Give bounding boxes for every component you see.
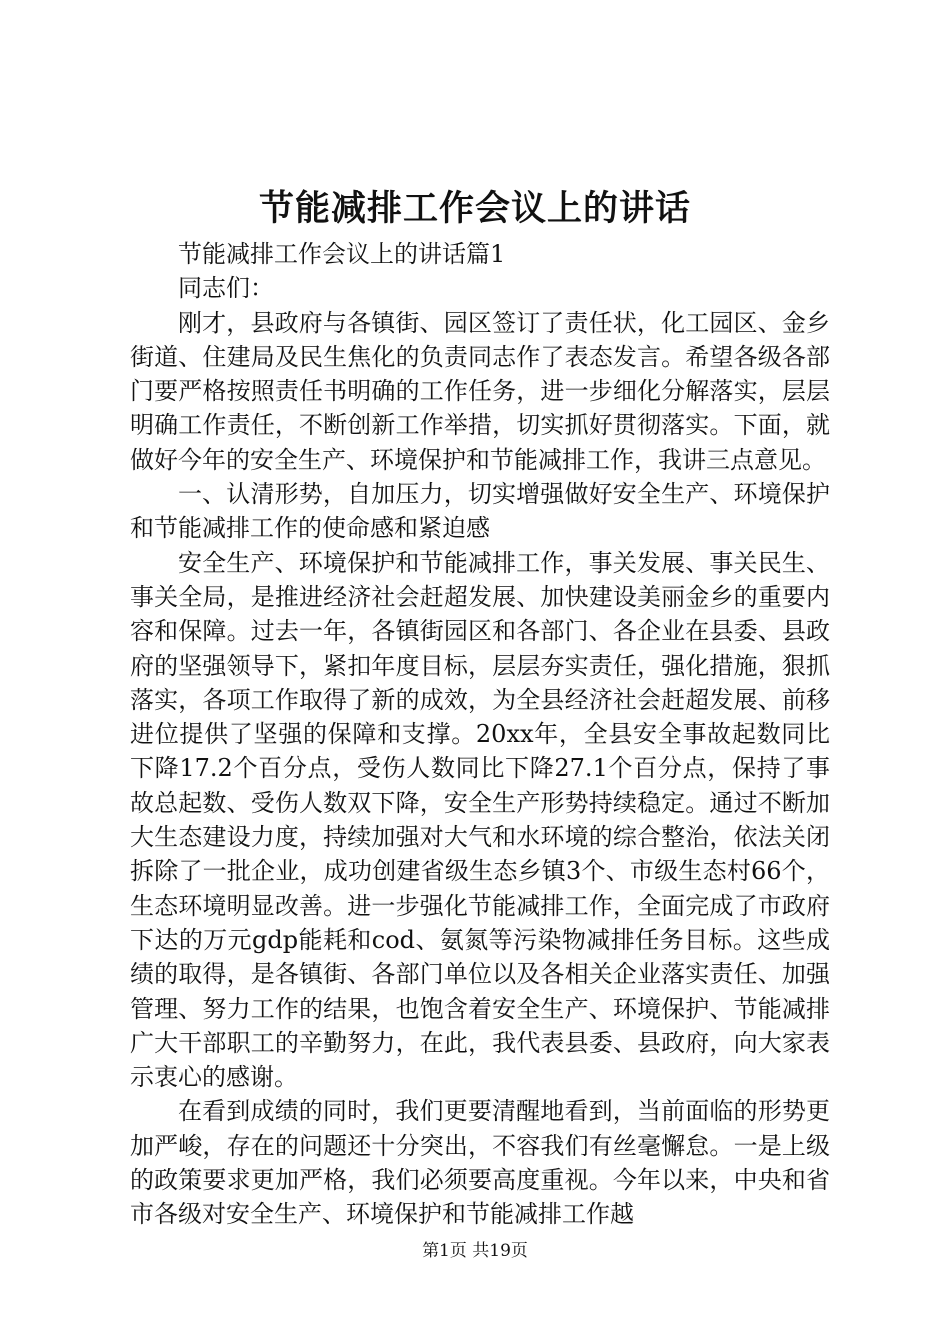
page-footer: 第1页 共19页 — [422, 1241, 528, 1261]
body-paragraph: 刚才，县政府与各镇街、园区签订了责任状，化工园区、金乡街道、住建局及民生焦化的负责同志作了表态发言。希望各级各部门要严格按照责任书明确的工作任务，进一步细化分解落实，层层明确工作责任，不断创新工作举措，切实抓好贯彻落实。下面，就做好今年的安全生产、环境保护和节能减排工作，我讲三点意见。 — [130, 308, 830, 474]
subtitle-paragraph: 节能减排工作会议上的讲话篇1 — [178, 240, 506, 268]
body-paragraph: 安全生产、环境保护和节能减排工作，事关发展、事关民生、事关全局，是推进经济社会赶超发展、加快建设美丽金乡的重要内容和保障。过去一年，各镇街园区和各部门、各企业在县委、县政府的坚强领导下，紧扣年度目标，层层夯实责任，强化措施，狠抓落实，各项工作取得了新的成效，为全县经济社会赶超发展、前移进位提供了坚强的保障和支撑。20xx年，全县安全事故起数同比下降17.2个百分点，受伤人数同比下降27.1个百分点，保持了事故总起数、受伤人数双下降，安全生产形势持续稳定。通过不断加大生态建设力度，持续加强对大气和水环境的综合整治，依法关闭拆除了一批企业，成功创建省级生态乡镇3个、市级生态村66个，生态环境明显改善。进一步强化节能减排工作，全面完成了市政府下达的万元gdp能耗和cod、氨氮等污染物减排任务目标。这些成绩的取得，是各镇街、各部门单位以及各相关企业落实责任、加强管理、努力工作的结果，也饱含着安全生产、环境保护、节能减排广大干部职工的辛勤努力，在此，我代表县委、县政府，向大家表示衷心的感谢。 — [130, 548, 830, 1092]
document-body — [130, 237, 830, 1232]
salutation-paragraph: 同志们： — [178, 274, 274, 303]
body-paragraph: 在看到成绩的同时，我们更要清醒地看到，当前面临的形势更加严峻，存在的问题还十分突出，不容我们有丝毫懈怠。一是上级的政策要求更加严格，我们必须要高度重视。今年以来，中央和省市各级对安全生产、环境保护和节能减排工作越 — [130, 1097, 830, 1229]
document-title: 节能减排工作会议上的讲话 — [258, 188, 691, 229]
section-heading: 一、认清形势，自加压力，切实增强做好安全生产、环境保护和节能减排工作的使命感和紧迫感 — [130, 480, 830, 543]
